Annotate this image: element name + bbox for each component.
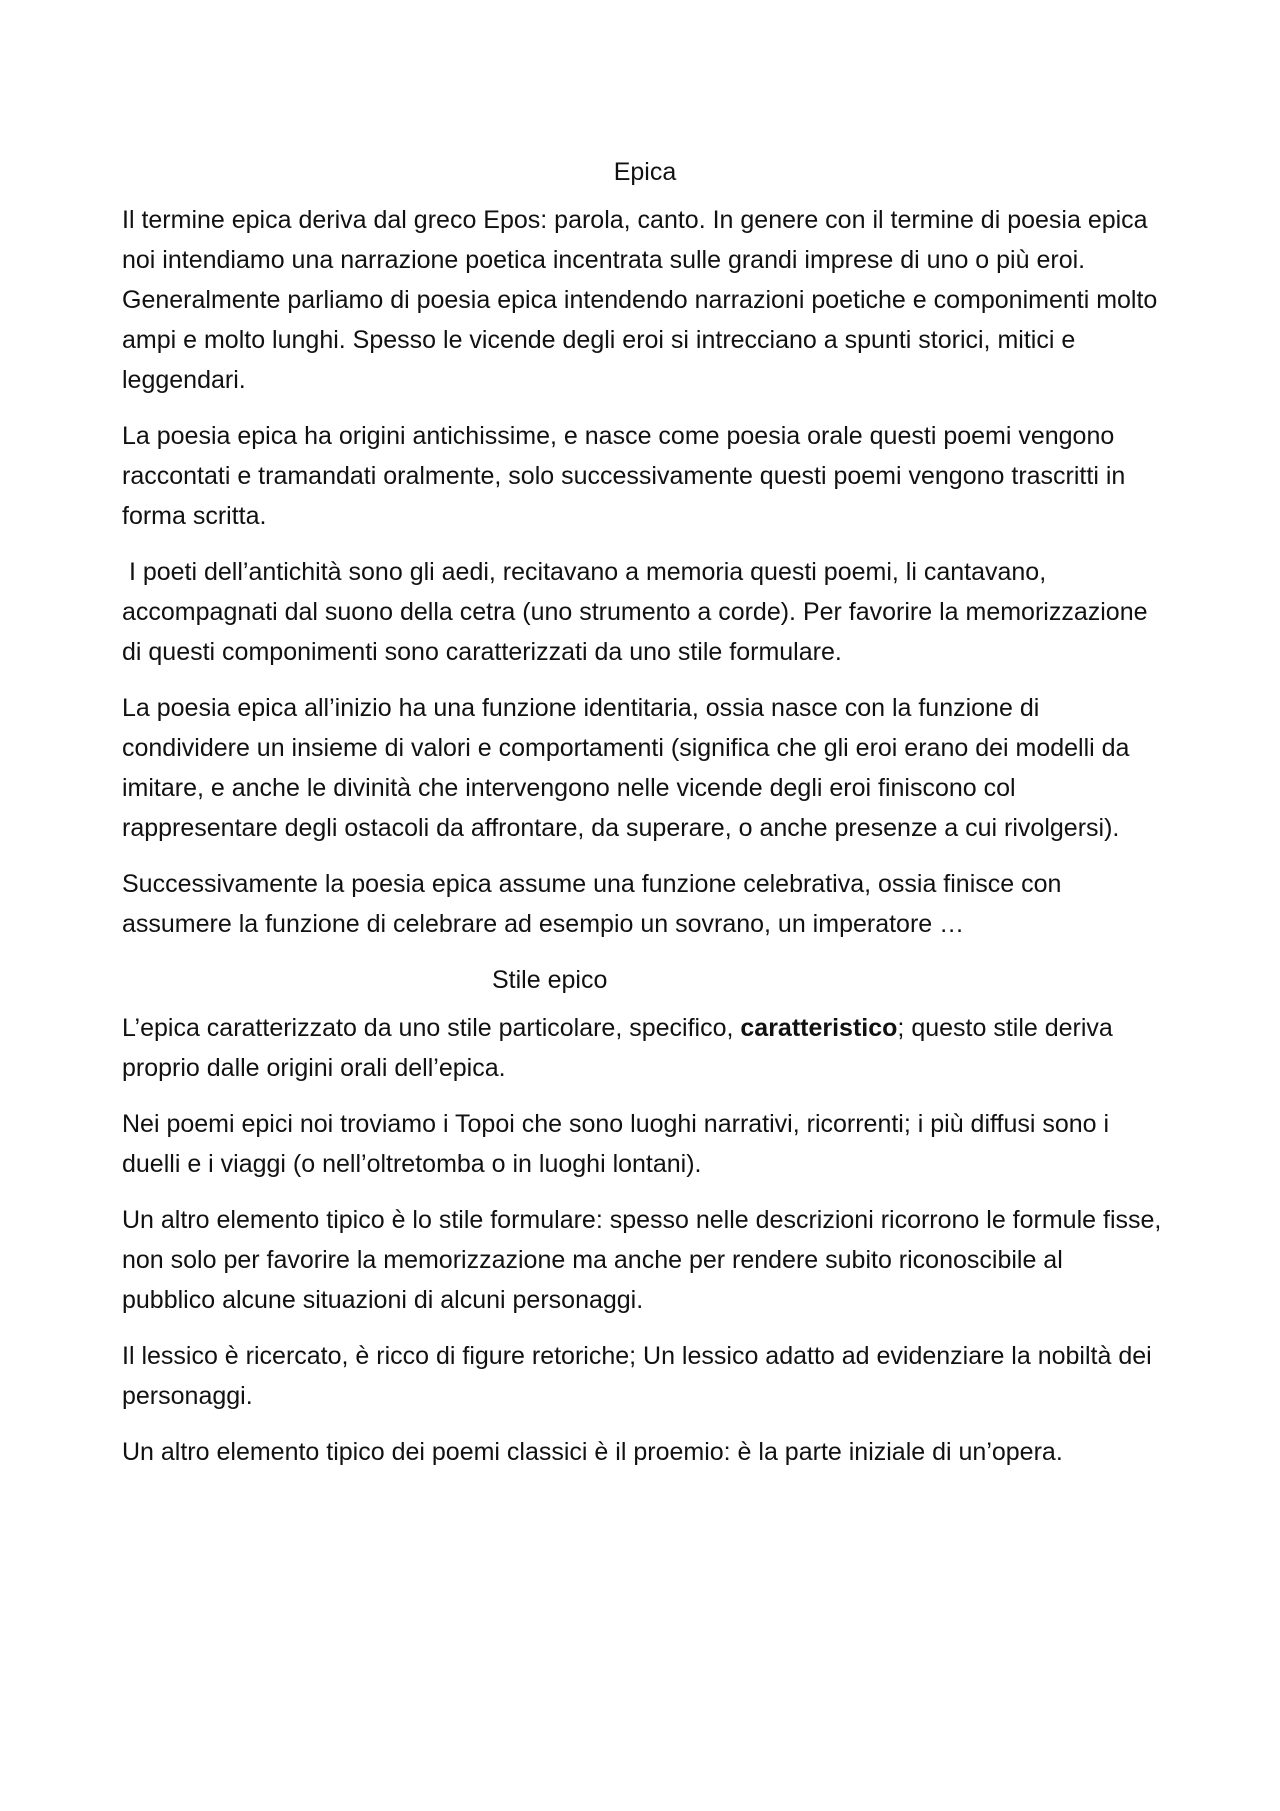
paragraph-celebrative-function: Successivamente la poesia epica assume una funzione celebrativa, ossia finisce con assumere la funzione di celebrare ad esempio un sovrano, un imperatore … [122, 870, 1062, 938]
style-intro-after: ; questo stile deriva proprio dalle origini orali dell’epica. [122, 1014, 1113, 1082]
paragraph-style-intro [122, 1008, 1162, 1088]
document-title: Epica [613, 158, 677, 186]
paragraph-proem: Un altro elemento tipico dei poemi classici è il proemio: è la parte iniziale di un’opera. [122, 1438, 1063, 1466]
paragraph-lexicon: Il lessico è ricercato, è ricco di figure retoriche; Un lessico adatto ad evidenziare la nobiltà dei personaggi. [122, 1342, 1152, 1410]
paragraph-origins: La poesia epica ha origini antichissime, e nasce come poesia orale questi poemi vengono raccontati e tramandati oralmente, solo successivamente questi poemi vengono trascritti in forma scritta. [122, 422, 1126, 530]
style-intro-before: L’epica caratterizzato da uno stile particolare, specifico, [122, 1014, 741, 1042]
paragraph-topoi: Nei poemi epici noi troviamo i Topoi che sono luoghi narrativi, ricorrenti; i più diffusi sono i duelli e i viaggi (o nell’oltretomba o in luoghi lontani). [122, 1110, 1110, 1178]
section-subtitle: Stile epico [492, 966, 608, 994]
style-intro-bold: caratteristico [740, 1014, 898, 1042]
paragraph-aedi: I poeti dell’antichità sono gli aedi, recitavano a memoria questi poemi, li cantavano, accompagnati dal suono della cetra (uno strumento a corde). Per favorire la memorizzazione di questi componimenti sono caratterizzati da uno stile formulare. [122, 558, 1155, 666]
paragraph-etymology: Il termine epica deriva dal greco Epos: parola, canto. In genere con il termine di poesia epica noi intendiamo una narrazione poetica incentrata sulle grandi imprese di uno o più eroi. Generalmente parliamo di poesia epica intendendo narrazioni poetiche e componimenti molto ampi e molto lunghi. Spesso le vicende degli eroi si intrecciano a spunti storici, mitici e leggendari. [122, 206, 1158, 394]
paragraph-identity-function: La poesia epica all’inizio ha una funzione identitaria, ossia nasce con la funzione di condividere un insieme di valori e comportamenti (significa che gli eroi erano dei modelli da imitare, e anche le divinità che intervengono nelle vicende degli eroi finiscono col rappresentare degli ostacoli da affrontare, da superare, o anche presenze a cui rivolgersi). [122, 694, 1130, 842]
paragraph-formulaic-style: Un altro elemento tipico è lo stile formulare: spesso nelle descrizioni ricorrono le formule fisse, non solo per favorire la memorizzazione ma anche per rendere subito riconoscibile al pubblico alcune situazioni di alcuni personaggi. [122, 1206, 1162, 1314]
